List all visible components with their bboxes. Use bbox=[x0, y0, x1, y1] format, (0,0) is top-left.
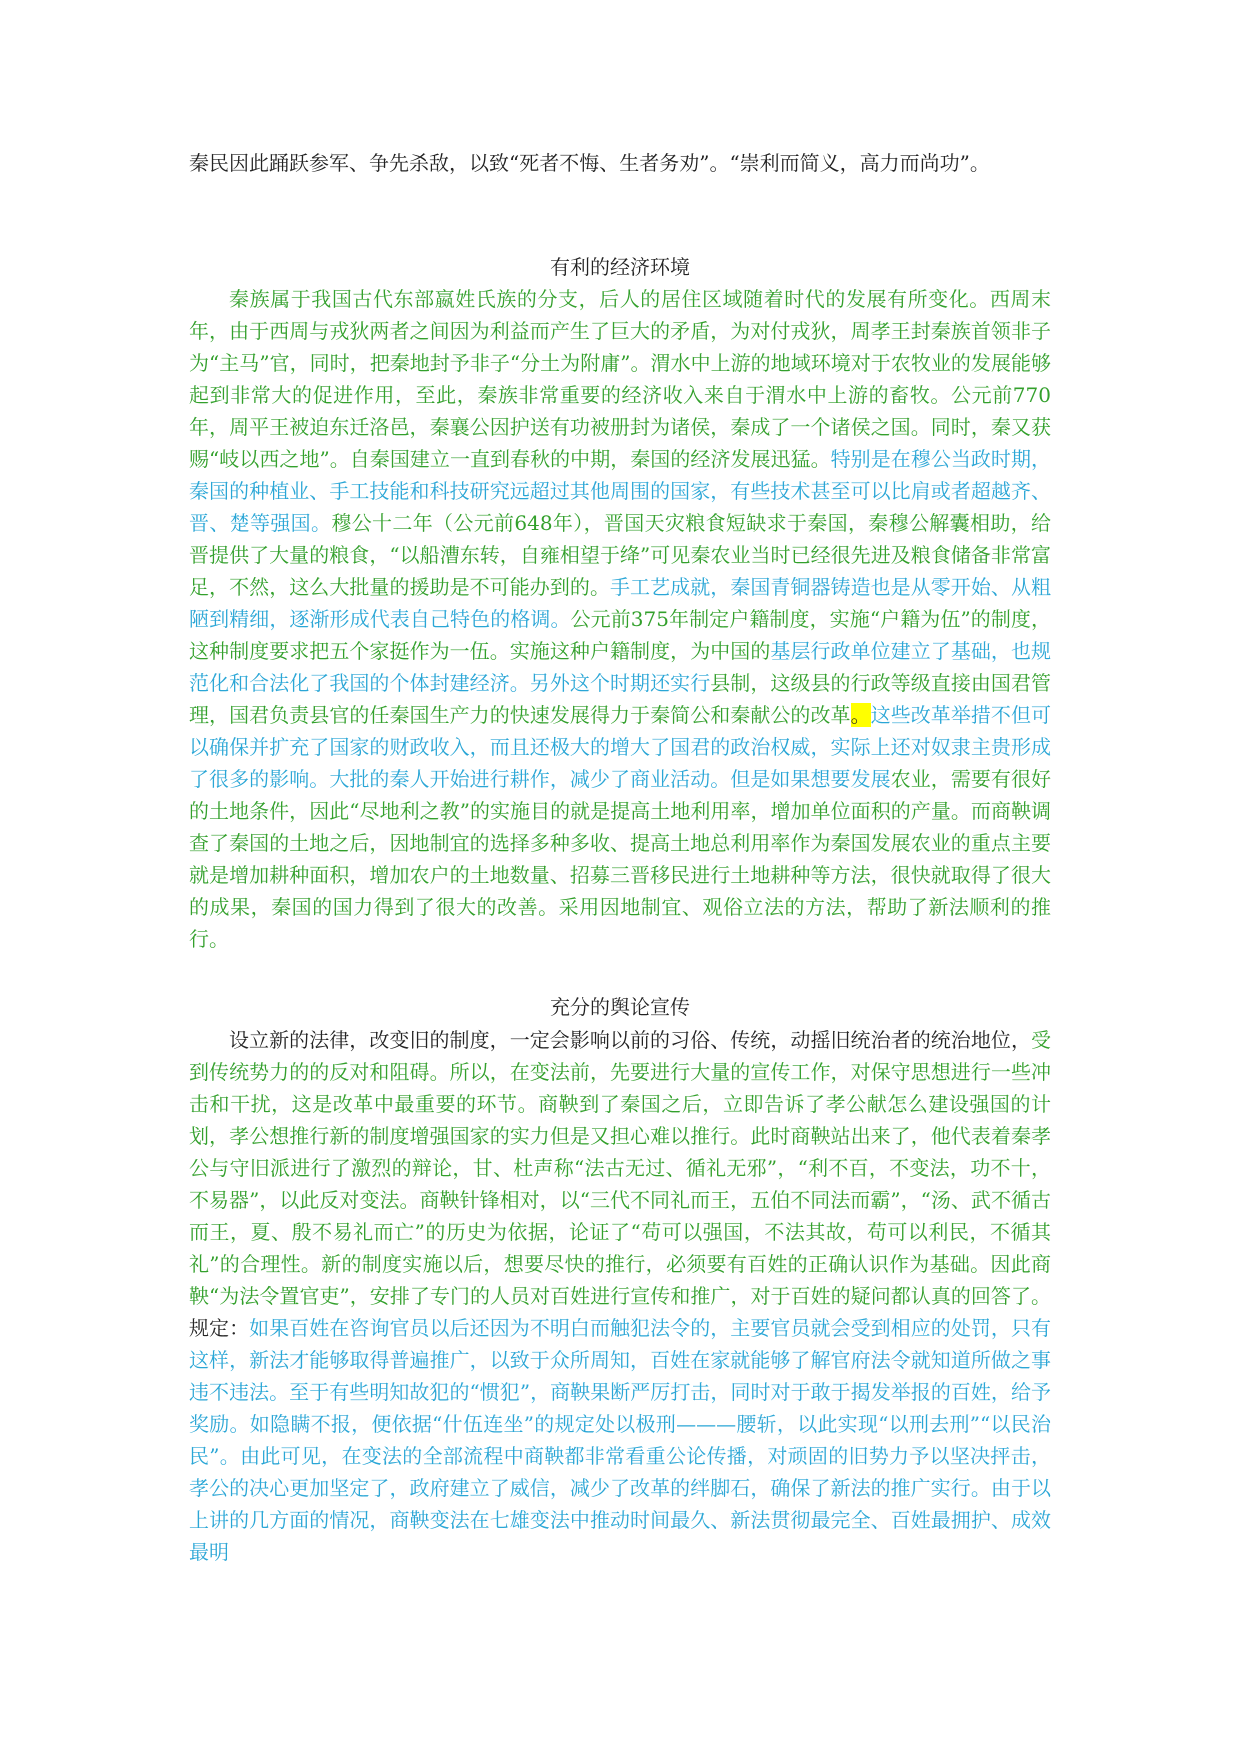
text-span: 手工艺成就，秦国青铜器铸造也是从零开始、从粗陋到精细，逐渐形成代表自己特色的格调。 bbox=[189, 575, 1051, 631]
text-span: 受到传统势力的的反对和阻碍。所以，在变法前，先要进行大量的宣传工作，对保守思想进行一些冲击和干扰，这是改革中最重要的环节。商鞅到了秦国之后，立即告诉了孝公献怎么建设强国的计划，孝公想推行新的制度增强国家的实力但是又担心难以推行。此时商鞅站出来了，他代表着秦孝公与守旧派进行了激烈的辩论，甘、杜声称“法古无过、循礼无邪”，“利不百，不变法，功不十，不易器”，以此反对变法。商鞅针锋相对，以“三代不同礼而王，五伯不同法而霸”，“汤、武不循古而王，夏、殷不易礼而亡”的历史为依据，论证了“苟可以强国，不法其故，苟可以利民，不循其礼”的合理性。新的制度实施以后，想要尽快的推行，必须要有百姓的正确认识作为基础。因此商鞅“为法令置官吏”，安排了专门的人员对百姓进行宣传和推广，对于百姓的疑问都认真的回答了。 bbox=[189, 1028, 1051, 1308]
text-span: 县制，这级县的行政等级直接由国君管理，国君负责县官的任秦国生产力的快速发展得力于秦简公和秦献公的改革 bbox=[189, 671, 1052, 727]
text-span: 特别是在穆公当政时期，秦国的种植业、手工技能和科技研究远超过其他周围的国家，有些技术甚至可以比肩或者超越齐、晋、楚等强国。 bbox=[189, 447, 1052, 535]
intro-text: 秦民因此踊跃参军、争先杀敌，以致“死者不悔、生者务劝”。“崇利而简义，高力而尚功”。 bbox=[189, 151, 990, 175]
section-heading-economy: 有利的经济环境 bbox=[550, 255, 690, 279]
text-span: 这些改革举措不但可以确保并扩充了国家的财政收入，而且还极大的增大了国君的政治权威，实际上还对奴隶主贵形成了很多的影响。大批的秦人开始进行耕作，减少了商业活动。但是如果想要发展 bbox=[189, 703, 1052, 791]
text-span: 设立新的法律，改变旧的制度，一定会影响以前的习俗、传统，动摇旧统治者的统治地位， bbox=[229, 1028, 1031, 1052]
text-span: 规定： bbox=[189, 1316, 250, 1340]
text-span: 基层行政单位建立了基础，也规范化和合法化了我国的个体封建经济。另外这个时期还实行 bbox=[189, 639, 1052, 695]
text-span: 穆公十二年（公元前648年），晋国天灾粮食短缺求于秦国，秦穆公解囊相助，给晋提供了大量的粮食，“以船漕东转，自雍相望于绛”可见秦农业当时已经很先进及粮食储备非常富足，不然，这么大批量的援助是不可能办到的。 bbox=[189, 511, 1051, 599]
text-span: 公元前375年制定户籍制度，实施“户籍为伍”的制度，这种制度要求把五个家挺作为一伍。实施这种户籍制度，为中国的 bbox=[189, 607, 1052, 663]
intro-paragraph bbox=[189, 147, 1051, 179]
text-span: 秦族属于我国古代东部嬴姓氏族的分支，后人的居住区域随着时代的发展有所变化。西周末年，由于西周与戎狄两者之间因为利益而产生了巨大的矛盾，为对付戎狄，周孝王封秦族首领非子为“主马”官，同时，把秦地封予非子“分土为附庸”。渭水中上游的地域环境对于农牧业的发展能够起到非常大的促进作用，至此，秦族非常重要的经济收入来自于渭水中上游的畜牧。公元前770年，周平王被迫东迁洛邑，秦襄公因护送有功被册封为诸侯，秦成了一个诸侯之国。同时，秦又获赐“岐以西之地”。自秦国建立一直到春秋的中期，秦国的经济发展迅猛。 bbox=[189, 287, 1051, 471]
paragraph-economy bbox=[189, 283, 1051, 955]
text-span: 如果百姓在咨询官员以后还因为不明白而触犯法令的，主要官员就会受到相应的处罚，只有这样，新法才能够取得普遍推广，以致于众所周知，百姓在家就能够了解官府法令就知道所做之事违不违法。至于有些明知故犯的“惯犯”，商鞅果断严厉打击，同时对于敢于揭发举报的百姓，给予奖励。如隐瞒不报，便依据“什伍连坐”的规定处以极刑———腰斩，以此实现“以刑去刑”“以民治民”。由此可见，在变法的全部流程中商鞅都非常看重公论传播，对顽固的旧势力予以坚决抨击，孝公的决心更加坚定了，政府建立了威信，减少了改革的绊脚石，确保了新法的推广实行。由于以上讲的几方面的情况，商鞅变法在七雄变法中推动时间最久、新法贯彻最完全、百姓最拥护、成效最明 bbox=[189, 1316, 1052, 1564]
text-span: 农业，需要有很好的土地条件，因此“尽地利之教”的实施目的就是提高土地利用率，增加单位面积的产量。而商鞅调查了秦国的土地之后，因地制宜的选择多种多收、提高土地总利用率作为秦国发展农业的重点主要就是增加耕种面积，增加农户的土地数量、招募三晋移民进行土地耕种等方法，很快就取得了很大的成果，秦国的国力得到了很大的改善。采用因地制宜、观俗立法的方法，帮助了新法顺利的推行。 bbox=[189, 767, 1052, 951]
highlight-mark: 。 bbox=[850, 703, 871, 727]
section-heading-publicity: 充分的舆论宣传 bbox=[550, 995, 690, 1019]
paragraph-publicity bbox=[189, 1024, 1051, 1568]
